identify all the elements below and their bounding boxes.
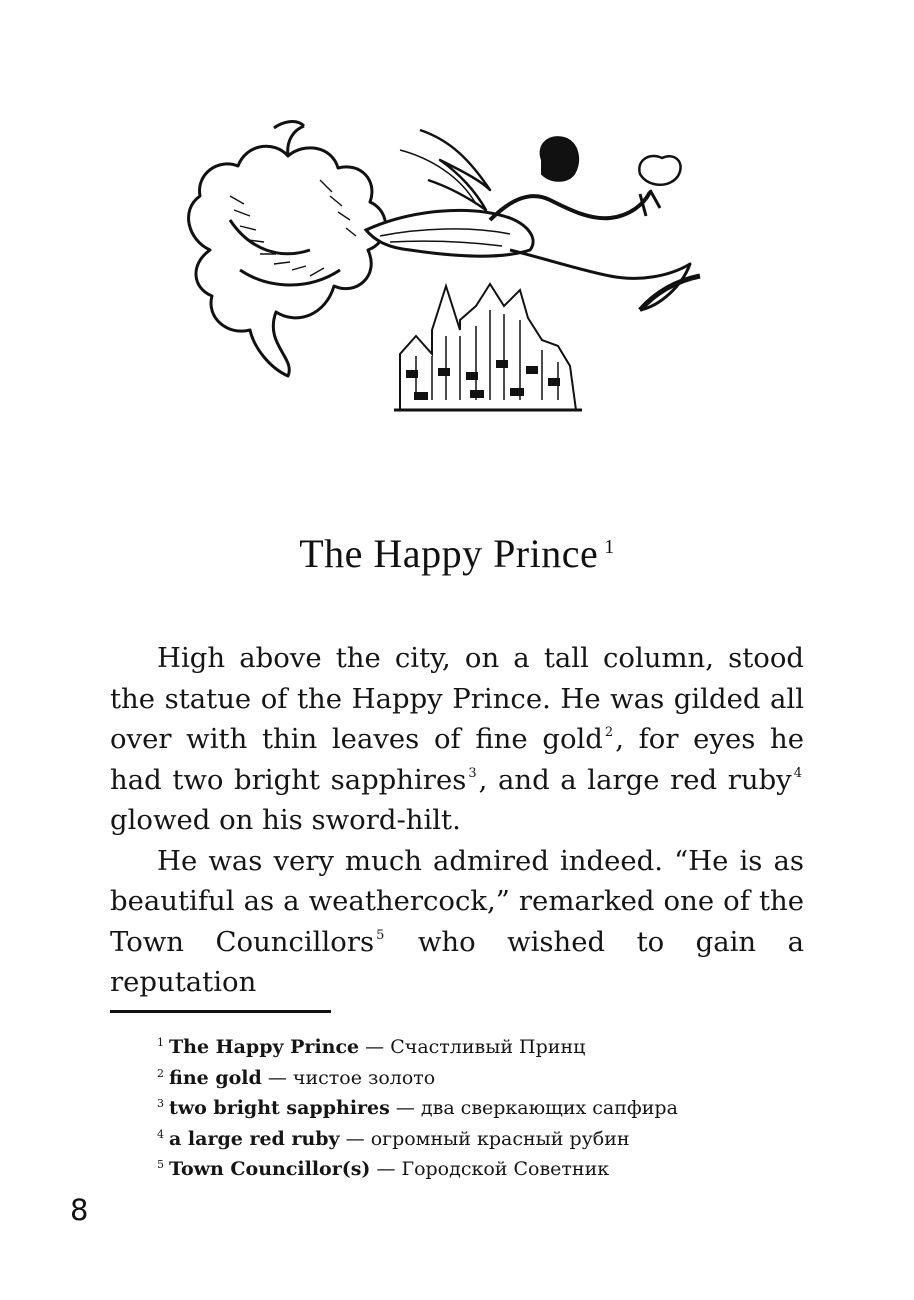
footnote-number: 3 — [157, 1097, 164, 1110]
cloud-shading — [230, 180, 356, 276]
footnote-term: two bright sapphires — [169, 1097, 390, 1119]
footnote-term: fine gold — [169, 1066, 262, 1089]
footnote-ref-1: 1 — [604, 535, 615, 558]
footnote-2 — [157, 1061, 807, 1092]
footnote-term: The Happy Prince — [169, 1036, 360, 1058]
footnote-number: 4 — [157, 1127, 164, 1141]
chapter-title — [0, 530, 914, 577]
page-number: 8 — [70, 1193, 89, 1227]
footnote-term: Town Councillor(s) — [169, 1158, 371, 1180]
city-illustration — [394, 284, 582, 410]
footnote-number: 2 — [157, 1066, 164, 1080]
footnote-translation: — два сверкающих сапфира — [389, 1097, 678, 1119]
footnote-4 — [157, 1122, 807, 1153]
footnote-3 — [157, 1091, 807, 1122]
header-illustration — [170, 100, 730, 430]
footnote-ref-2: 2 — [604, 725, 614, 740]
chapter-title-text: The Happy Prince — [299, 531, 599, 576]
footnote-ref-5: 5 — [376, 927, 385, 943]
footnote-translation: — Счастливый Принц — [359, 1036, 586, 1058]
footnote-number: 1 — [157, 1036, 164, 1049]
swallow-illustration — [366, 210, 533, 256]
footnotes — [157, 1030, 807, 1183]
footnote-translation: — огромный красный рубин — [339, 1127, 630, 1150]
paragraph-1 — [110, 638, 804, 841]
text-span: glowed on his sword-hilt. — [110, 804, 461, 836]
footnote-5 — [157, 1152, 807, 1183]
footnote-translation: — Городской Советник — [370, 1158, 610, 1180]
text-span: He was very much admired indeed. “He is as beautiful as a weathercock,” remarked one of the Town Councillors — [110, 844, 804, 958]
cloud-illustration — [189, 122, 386, 376]
footnote-number: 5 — [157, 1158, 164, 1171]
text-span: who wished to gain a reputation — [110, 925, 804, 998]
footnote-1 — [157, 1030, 807, 1061]
text-span: , and a large red ruby — [478, 763, 792, 796]
footnote-translation: — чистое золото — [261, 1066, 436, 1089]
footnote-divider — [110, 1010, 331, 1013]
paragraph-2 — [110, 841, 804, 1003]
footnote-term: a large red ruby — [169, 1127, 340, 1150]
footnote-ref-3: 3 — [468, 765, 477, 781]
text-span: , for eyes he had two bright sapphires — [110, 723, 804, 796]
text-span: High above the city, on a tall column, stood the statue of the Happy Prince. He was gilded all over with thin leaves of fine gold — [110, 642, 804, 755]
body-text — [110, 638, 804, 1003]
footnote-ref-4: 4 — [793, 765, 803, 781]
